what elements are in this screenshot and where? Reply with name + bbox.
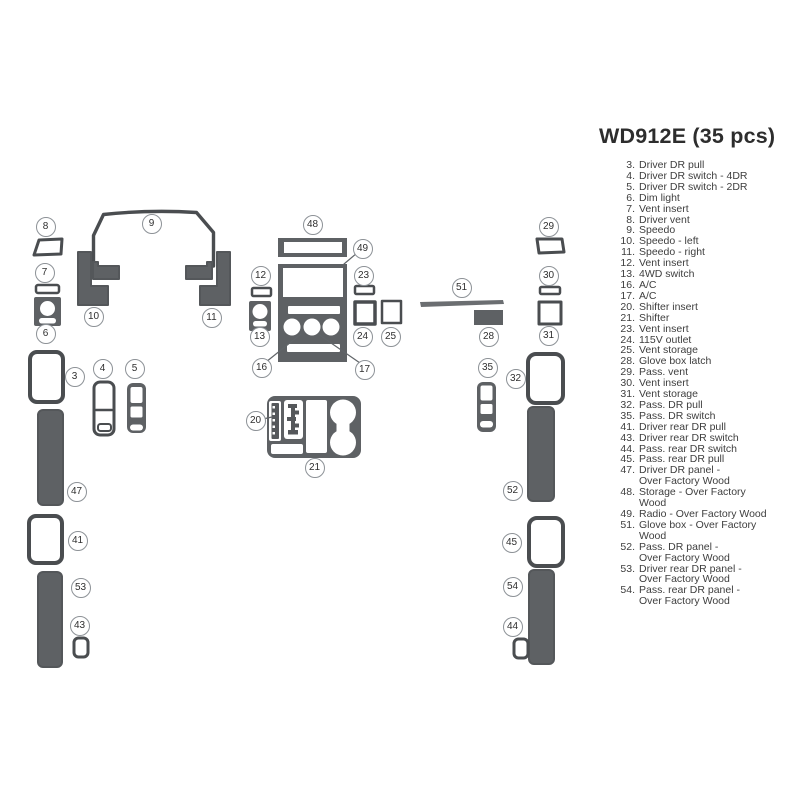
legend-item xyxy=(609,487,791,509)
callout-32: 32 xyxy=(506,369,526,389)
legend-item-number: 51. xyxy=(620,518,635,531)
callout-9: 9 xyxy=(142,214,162,234)
legend-item-label: Vent storage xyxy=(639,344,698,357)
legend-item-number: 52. xyxy=(620,540,635,553)
legend-item-label: Driver DR switch - 2DR xyxy=(639,180,748,193)
piece-speedo-right xyxy=(186,252,230,305)
legend-item-label: Speedo xyxy=(639,224,676,237)
legend-item-number: 24. xyxy=(620,333,635,346)
legend-item xyxy=(609,465,791,487)
piece-vent-insert-7 xyxy=(36,285,59,293)
piece-driver-dr-panel xyxy=(38,410,63,505)
legend-item-number: 10. xyxy=(620,235,635,248)
legend-item-label: Dim light xyxy=(639,191,680,204)
legend-item-number: 17. xyxy=(620,289,635,302)
callout-17: 17 xyxy=(355,360,375,380)
piece-shifter xyxy=(267,396,361,458)
legend-item-label: Vent storage xyxy=(639,388,698,401)
callout-53: 53 xyxy=(71,578,91,598)
piece-pass-vent xyxy=(537,239,564,253)
callout-51: 51 xyxy=(452,278,472,298)
piece-115v-outlet xyxy=(355,302,375,324)
legend-item-label: Pass. rear DR switch xyxy=(639,442,738,455)
legend-item-number: 7. xyxy=(626,202,635,215)
callout-13: 13 xyxy=(250,327,270,347)
legend-item-number: 53. xyxy=(620,562,635,575)
legend-item-number: 54. xyxy=(620,584,635,597)
legend-item-label: A/C xyxy=(639,278,657,291)
legend-item-number: 23. xyxy=(620,322,635,335)
callout-44: 44 xyxy=(503,617,523,637)
legend-item-number: 25. xyxy=(620,344,635,357)
legend-item-number: 44. xyxy=(620,442,635,455)
legend-item-number: 31. xyxy=(620,388,635,401)
legend-item-number: 20. xyxy=(620,300,635,313)
callout-4: 4 xyxy=(93,359,113,379)
legend-item-number: 6. xyxy=(626,191,635,204)
callout-47: 47 xyxy=(67,482,87,502)
piece-driver-dr-pull xyxy=(30,352,63,402)
legend-item-label: Driver DR switch - 4DR xyxy=(639,169,748,182)
legend-item-number: 43. xyxy=(620,431,635,444)
piece-driver-dr-switch-2dr xyxy=(127,383,146,433)
legend-item-number: 9. xyxy=(626,224,635,237)
piece-vent-storage-25 xyxy=(382,301,401,323)
legend-item-label: Pass. DR switch xyxy=(639,409,716,422)
legend-item xyxy=(609,193,791,204)
piece-driver-vent xyxy=(34,239,62,255)
callout-30: 30 xyxy=(539,266,559,286)
legend-item-number: 32. xyxy=(620,398,635,411)
legend-item-number: 35. xyxy=(620,409,635,422)
legend-item xyxy=(609,585,791,607)
legend-item-label: Shifter xyxy=(639,311,670,324)
legend-item-label: A/C xyxy=(639,289,657,302)
callout-31: 31 xyxy=(539,326,559,346)
callout-43: 43 xyxy=(70,616,90,636)
legend-item-label: Driver rear DR pull xyxy=(639,420,726,433)
callout-7: 7 xyxy=(35,263,55,283)
piece-pass-dr-switch xyxy=(477,382,496,432)
legend-item xyxy=(609,378,791,389)
callout-41: 41 xyxy=(68,531,88,551)
legend-item-number: 28. xyxy=(620,355,635,368)
piece-pass-dr-pull xyxy=(528,354,563,403)
callout-16: 16 xyxy=(252,358,272,378)
piece-driver-dr-switch-4dr xyxy=(94,382,114,435)
legend-item-number: 29. xyxy=(620,366,635,379)
legend-item-label: Glove box latch xyxy=(639,355,712,368)
legend-item xyxy=(609,302,791,313)
legend-item xyxy=(609,335,791,346)
piece-driver-rear-dr-pull xyxy=(29,516,62,563)
legend-item-label: Pass. DR pull xyxy=(639,398,703,411)
callout-54: 54 xyxy=(503,577,523,597)
callout-48: 48 xyxy=(303,215,323,235)
legend-item xyxy=(609,247,791,258)
legend-item-number: 11. xyxy=(621,246,635,259)
callout-49: 49 xyxy=(353,239,373,259)
piece-pass-dr-panel xyxy=(528,407,554,501)
legend-item-number: 13. xyxy=(620,268,635,281)
legend-item-label: 4WD switch xyxy=(639,268,695,281)
piece-driver-rear-dr-switch xyxy=(74,638,88,657)
callout-52: 52 xyxy=(503,481,523,501)
legend-item-label: Speedo - left xyxy=(639,235,699,248)
legend-item-number: 21. xyxy=(620,311,635,324)
legend-item xyxy=(609,269,791,280)
legend-item-label: Driver DR pull xyxy=(639,159,705,171)
callout-21: 21 xyxy=(305,458,325,478)
callout-8: 8 xyxy=(36,217,56,237)
legend-item xyxy=(609,542,791,564)
legend-item-number: 4. xyxy=(626,169,635,182)
piece-glove-box-trim xyxy=(420,300,504,307)
piece-speedo-left xyxy=(78,252,119,305)
piece-vent-storage-31 xyxy=(539,302,561,324)
legend-item-number: 49. xyxy=(620,508,635,520)
legend-item-label: 115V outlet xyxy=(639,333,692,346)
legend-item xyxy=(609,313,791,324)
legend-item xyxy=(609,356,791,367)
legend-item xyxy=(609,433,791,444)
callout-29: 29 xyxy=(539,217,559,237)
callout-3: 3 xyxy=(65,367,85,387)
legend-item xyxy=(609,225,791,236)
piece-pass-rear-dr-panel xyxy=(529,570,554,664)
legend-item-label: Vent insert xyxy=(639,377,689,390)
legend-item-number: 8. xyxy=(626,213,635,226)
legend-item xyxy=(609,367,791,378)
legend-item xyxy=(609,182,791,193)
legend-item-label: Vent insert xyxy=(639,202,689,215)
legend-item xyxy=(609,215,791,226)
legend-item-label: Glove box - Over Factory Wood xyxy=(639,518,757,542)
legend-item-number: 12. xyxy=(620,257,635,270)
callout-28: 28 xyxy=(479,327,499,347)
legend-item-number: 45. xyxy=(620,453,635,466)
legend-item-label: Driver rear DR panel - Over Factory Wood xyxy=(639,562,742,586)
callout-23: 23 xyxy=(354,266,374,286)
legend-item xyxy=(609,204,791,215)
legend-item-label: Vent insert xyxy=(639,322,689,335)
piece-vent-insert-23 xyxy=(355,286,374,294)
legend-item-label: Pass. vent xyxy=(639,366,689,379)
legend-item-label: Radio - Over Factory Wood xyxy=(639,508,767,520)
legend-item-label: Speedo - right xyxy=(639,246,705,259)
legend-item-number: 47. xyxy=(620,464,635,477)
piece-vent-insert-30 xyxy=(540,287,560,294)
legend-item-label: Driver vent xyxy=(639,213,690,226)
callout-6: 6 xyxy=(36,324,56,344)
callout-11: 11 xyxy=(202,308,222,328)
legend-item-label: Storage - Over Factory Wood xyxy=(639,486,746,510)
callout-45: 45 xyxy=(502,533,522,553)
legend-list xyxy=(609,160,791,607)
product-title: WD912E (35 pcs) xyxy=(599,124,776,148)
legend-item xyxy=(609,280,791,291)
callout-12: 12 xyxy=(251,266,271,286)
legend-item xyxy=(609,564,791,586)
piece-pass-rear-dr-switch xyxy=(514,639,528,658)
callout-25: 25 xyxy=(381,327,401,347)
callout-24: 24 xyxy=(353,327,373,347)
piece-pass-rear-dr-pull xyxy=(529,518,563,566)
legend-item-label: Pass. rear DR pull xyxy=(639,453,725,466)
callout-10: 10 xyxy=(84,307,104,327)
piece-vent-insert-12 xyxy=(252,288,271,296)
legend-item-label: Pass. DR panel - Over Factory Wood xyxy=(639,540,730,564)
legend-item xyxy=(609,291,791,302)
piece-glove-box-latch xyxy=(474,310,503,325)
piece-storage xyxy=(278,238,347,257)
legend-item-label: Vent insert xyxy=(639,257,689,270)
legend-item-number: 3. xyxy=(626,159,635,171)
callout-5: 5 xyxy=(125,359,145,379)
legend-item-label: Driver DR panel - Over Factory Wood xyxy=(639,464,730,488)
legend-item xyxy=(609,520,791,542)
legend-item-number: 30. xyxy=(620,377,635,390)
legend-item-number: 48. xyxy=(620,486,635,499)
legend-item-number: 41. xyxy=(620,420,635,433)
legend-item-number: 5. xyxy=(626,180,635,193)
legend-item-label: Driver rear DR switch xyxy=(639,431,739,444)
legend-item-label: Pass. rear DR panel - Over Factory Wood xyxy=(639,584,740,608)
piece-driver-rear-dr-panel xyxy=(38,572,62,667)
legend-item xyxy=(609,324,791,335)
piece-dim-light xyxy=(34,297,61,326)
callout-35: 35 xyxy=(478,358,498,378)
legend-item-number: 16. xyxy=(620,278,635,291)
legend-item-label: Shifter insert xyxy=(639,300,698,313)
callout-20: 20 xyxy=(246,411,266,431)
legend-item xyxy=(609,258,791,269)
